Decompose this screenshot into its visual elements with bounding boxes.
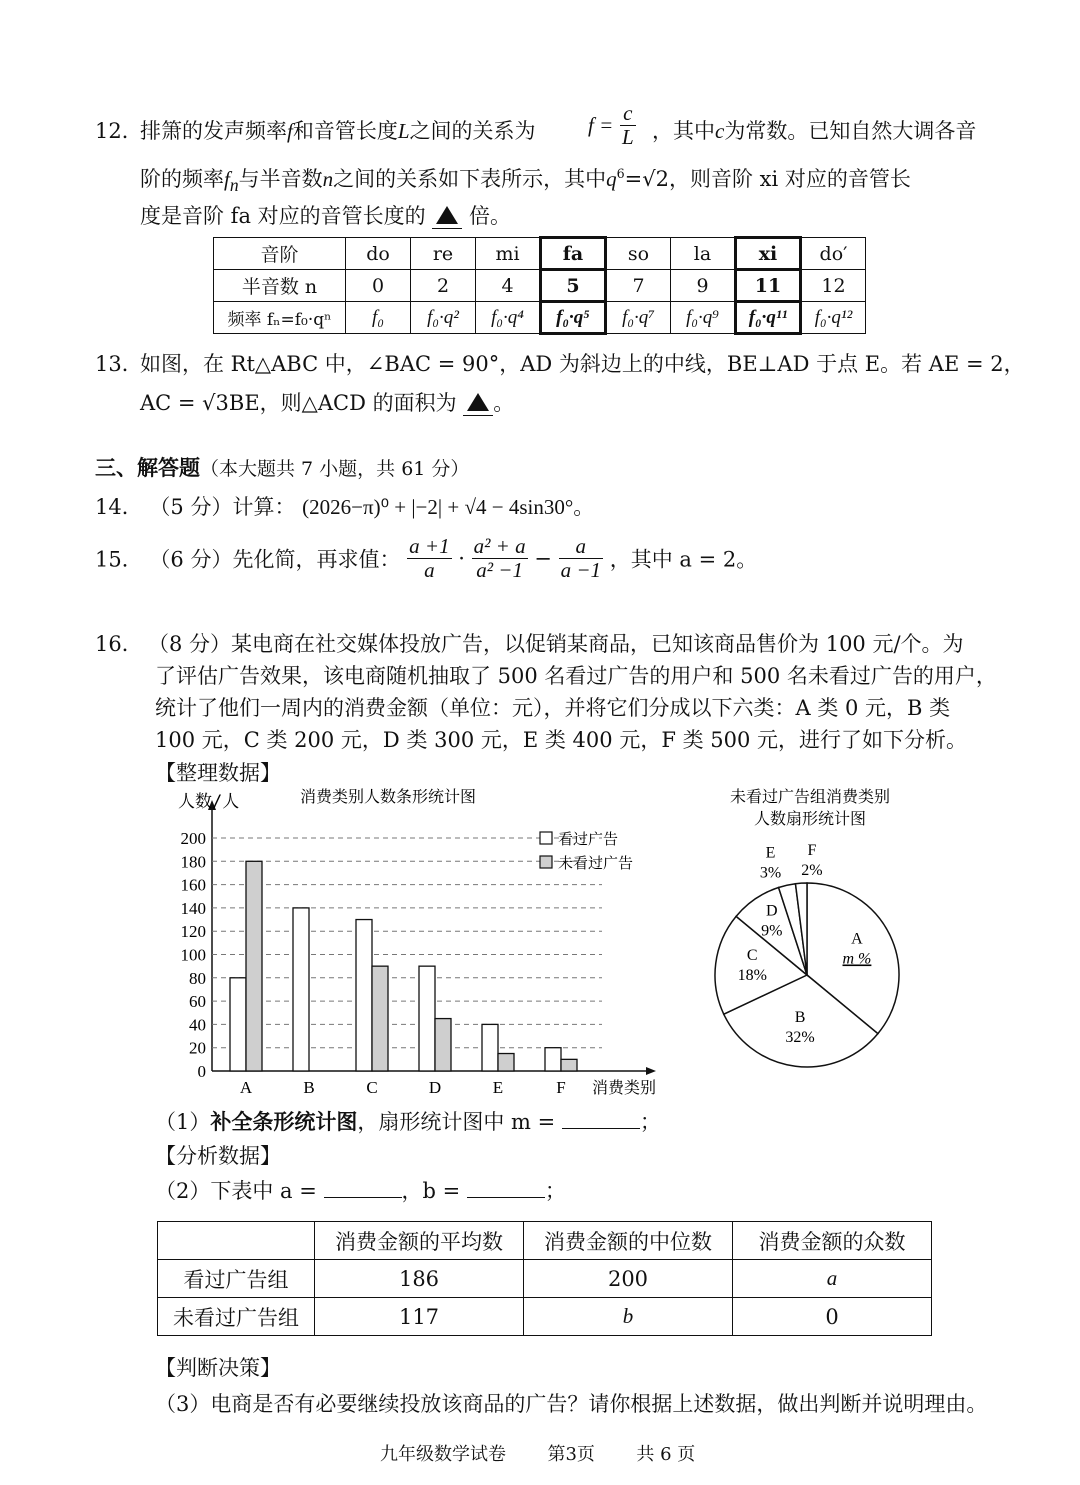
pie-slice-label: 9% [761, 922, 783, 940]
answer-blank-a [324, 1178, 402, 1198]
table-cell: fa [541, 238, 606, 270]
triangle-icon [467, 393, 489, 411]
q12-text: 之间的关系如下表所示，其中 [333, 167, 607, 191]
table-cell: f₀·q² [411, 302, 476, 334]
y-tick-label: 0 [197, 1062, 206, 1081]
q12-text: 为常数。已知自然大调各音 [724, 119, 977, 143]
table-row [214, 238, 866, 270]
var-L: L [397, 119, 410, 143]
q12-text: 和音管长度 [292, 119, 398, 143]
q12-text: ，则音阶 xi 对应的音管长 [668, 167, 911, 191]
denominator: L [621, 125, 634, 150]
y-tick-label: 140 [180, 898, 206, 918]
x-tick-label: B [303, 1078, 315, 1097]
bar [498, 1054, 514, 1071]
table-cell: f₀·q⁵ [541, 302, 606, 334]
table-row [214, 302, 866, 334]
y-tick-label: 100 [180, 945, 206, 965]
table-header: 消费金额的平均数 [315, 1222, 524, 1260]
section-heading: 三、解答题 [95, 455, 200, 480]
fraction-3 [559, 535, 603, 582]
q15-text: （6 分）先化简，再求值： [149, 547, 401, 572]
x-tick-label: F [556, 1078, 566, 1097]
superscript-6: 6 [616, 166, 625, 181]
table-cell: f₀·q⁹ [671, 302, 736, 334]
q13-text: AC = √3BE，则△ACD 的面积为 [140, 391, 457, 415]
q12-text: 度是音阶 fa 对应的音管长度的 [140, 204, 426, 228]
table-cell: do′ [801, 238, 866, 270]
numerator: a² + a [473, 534, 526, 558]
part2-text: （2）下表中 a = [155, 1179, 317, 1203]
q13-line1: 如图，在 Rt△ABC 中，∠BAC = 90°，AD 为斜边上的中线，BE⊥AD 于点 E。若 AE = 2， [140, 352, 1025, 376]
table-cell: f₀ [346, 302, 411, 334]
table-cell: f₀·q⁴ [476, 302, 541, 334]
pie-slice-name: E [765, 844, 776, 862]
pie-slice-label: 3% [759, 864, 782, 882]
y-axis-label: 人数/人 [178, 792, 240, 812]
footer-exam: 九年级数学试卷 [380, 1444, 506, 1465]
table-row [158, 1298, 932, 1336]
bar [482, 1024, 498, 1071]
q12-text: 倍。 [469, 204, 512, 228]
q14-expression: (2026−π)⁰ + |−2| + √4 − 4sin30° [302, 495, 574, 519]
table-cell: 11 [736, 270, 801, 302]
q15 [95, 535, 757, 582]
denominator: a² −1 [476, 558, 523, 583]
table-header [158, 1222, 315, 1260]
pie-slice-label: 32% [785, 1028, 815, 1046]
q15-number: 15． [95, 547, 143, 572]
x-axis-label: 消费类别 [592, 1078, 657, 1097]
bar [356, 920, 372, 1071]
denominator: a −1 [560, 558, 602, 583]
table-cell: so [606, 238, 671, 270]
table-header-row [158, 1222, 932, 1260]
numerator: c [620, 102, 636, 126]
x-tick-label: D [428, 1078, 442, 1097]
table-cell: do [346, 238, 411, 270]
subscript-n: n [229, 175, 239, 196]
var-c: c [715, 119, 725, 143]
section-title [95, 452, 469, 482]
part1-text: ，扇形统计图中 m = [357, 1110, 556, 1134]
part2-text: ，b = [401, 1179, 461, 1203]
table-cell: mi [476, 238, 541, 270]
y-tick-label: 60 [189, 992, 206, 1012]
footer [380, 1440, 695, 1466]
q12-line1-end [652, 115, 976, 145]
q14-number: 14． [95, 495, 143, 519]
table-header: 消费金额的中位数 [524, 1222, 733, 1260]
q15-text: ，其中 a = 2。 [609, 547, 758, 572]
legend-swatch [540, 832, 552, 844]
part1-bold-text: 补全条形统计图 [210, 1109, 358, 1134]
var-n: n [322, 167, 334, 191]
table-cell: 未看过广告组 [158, 1298, 315, 1336]
x-tick-label: C [366, 1078, 378, 1097]
section-note: （本大题共 7 小题，共 61 分） [200, 458, 470, 480]
q14-text: （5 分）计算： [149, 495, 296, 519]
table-cell: b [524, 1298, 733, 1336]
table-cell: 12 [801, 270, 866, 302]
x-axis-arrow [646, 1067, 656, 1075]
numerator: a +1 [409, 534, 450, 558]
y-tick-label: 40 [189, 1015, 206, 1035]
footer-page: 第3页 [547, 1444, 595, 1465]
fraction-2 [472, 535, 528, 582]
numerator: a [559, 535, 603, 559]
pie-slice-label: 18% [737, 967, 767, 985]
q12-line1 [140, 115, 536, 145]
table-cell: 半音数 n [214, 270, 346, 302]
section-organize-data: 【整理数据】 [155, 761, 281, 785]
q12-text: 之间的关系为 [409, 119, 536, 143]
q16-part3: （3）电商是否有必要继续投放该商品的广告？请你根据上述数据，做出判断并说明理由。 [155, 1392, 988, 1416]
q12-line2 [140, 163, 911, 196]
fraction-1 [407, 535, 451, 582]
bar [545, 1048, 561, 1071]
table-cell: xi [736, 238, 801, 270]
q13-number: 13． [95, 352, 143, 376]
triangle-icon [436, 206, 458, 224]
y-tick-label: 160 [180, 875, 206, 895]
table-header: 消费金额的众数 [733, 1222, 932, 1260]
table-cell: 186 [315, 1260, 524, 1298]
y-tick-label: 200 [180, 829, 206, 848]
bar [419, 966, 435, 1071]
q12-line3 [140, 200, 511, 230]
x-tick-label: A [239, 1078, 253, 1097]
table-cell: f₀·q¹² [801, 302, 866, 334]
pie-slice-name: D [766, 902, 778, 920]
pie-chart [690, 782, 930, 1082]
table-cell: f₀·q¹¹ [736, 302, 801, 334]
table-cell: 频率 fₙ=f₀·qⁿ [214, 302, 346, 334]
y-tick-label: 20 [189, 1038, 206, 1058]
var-fn: f [224, 167, 230, 191]
table-cell: 7 [606, 270, 671, 302]
q13-text: 。 [493, 391, 515, 415]
answer-blank [432, 204, 462, 229]
bar [293, 908, 309, 1071]
scale-table [213, 236, 866, 335]
q16-number: 16． [95, 632, 143, 656]
pie-slice-name: A [851, 930, 863, 948]
sqrt-2: =√2 [624, 167, 669, 191]
stats-table [157, 1221, 932, 1336]
pie-title-line2: 人数扇形统计图 [753, 809, 867, 828]
q12-text: 与半音数 [238, 167, 323, 191]
q14 [95, 491, 594, 521]
legend-label: 未看过广告 [558, 854, 634, 872]
section-analyze-data: 【分析数据】 [155, 1144, 281, 1168]
q13-line2 [140, 387, 514, 417]
pie-slice-name: F [807, 841, 817, 859]
q16-line4: 100 元，C 类 200 元，D 类 300 元，E 类 400 元，F 类 500 元，进行了如下分析。 [155, 728, 967, 752]
times-dot: · [458, 546, 465, 571]
q12-text: 排箫的发声频率 [140, 119, 287, 143]
q16-line3: 统计了他们一周内的消费金额（单位：元），并将它们分成以下六类：A 类 0 元，B 类 [155, 696, 951, 720]
footer-total: 共 6 页 [636, 1444, 696, 1465]
answer-blank-b [467, 1178, 545, 1198]
table-cell: re [411, 238, 476, 270]
part-label: （1） [155, 1110, 211, 1134]
q12-number: 12． [95, 119, 143, 143]
table-cell: 9 [671, 270, 736, 302]
y-tick-label: 80 [189, 968, 206, 988]
table-cell: f₀·q⁷ [606, 302, 671, 334]
var-q: q [606, 167, 617, 191]
answer-blank [463, 391, 493, 416]
minus-sign: − [534, 546, 552, 571]
table-cell: 看过广告组 [158, 1260, 315, 1298]
bar [246, 861, 262, 1071]
q12-formula [588, 102, 636, 149]
bar [561, 1059, 577, 1071]
table-cell: a [733, 1260, 932, 1298]
answer-blank-m [562, 1109, 640, 1129]
bar-chart [170, 782, 710, 1102]
bar [372, 966, 388, 1071]
table-cell: 4 [476, 270, 541, 302]
part1-text: ； [639, 1110, 661, 1134]
section-decision: 【判断决策】 [155, 1356, 281, 1380]
bar [230, 978, 246, 1071]
table-cell: 0 [346, 270, 411, 302]
x-tick-label: E [492, 1078, 504, 1097]
table-row [214, 270, 866, 302]
q14-text: 。 [573, 495, 595, 519]
table-row [158, 1260, 932, 1298]
q12-text: ，其中 [652, 119, 715, 143]
legend-swatch [540, 856, 552, 868]
pie-slice-label: 2% [801, 861, 823, 879]
pie-slice-name: B [794, 1008, 806, 1026]
table-cell: la [671, 238, 736, 270]
table-cell: 2 [411, 270, 476, 302]
pie-title-line1: 未看过广告组消费类别 [729, 787, 891, 806]
q16-line1: （8 分）某电商在社交媒体投放广告，以促销某商品，已知该商品售价为 100 元/个。为 [148, 632, 964, 656]
q12-text: 阶的频率 [140, 167, 224, 191]
table-cell: 0 [733, 1298, 932, 1336]
y-tick-label: 120 [180, 922, 206, 942]
formula-lhs: f = [588, 113, 614, 138]
table-cell: 音阶 [214, 238, 346, 270]
fraction-c-over-L [620, 102, 636, 149]
table-cell: 117 [315, 1298, 524, 1336]
q16-part2 [155, 1175, 566, 1205]
q16-part1 [155, 1106, 661, 1136]
legend-label: 看过广告 [558, 830, 619, 848]
bar [435, 1019, 451, 1071]
chart-title: 消费类别人数条形统计图 [300, 787, 477, 806]
table-cell: 200 [524, 1260, 733, 1298]
pie-slice-label: m % [842, 950, 872, 968]
var-f: f [287, 119, 293, 143]
denominator: a [424, 558, 435, 583]
q16-line2: 了评估广告效果，该电商随机抽取了 500 名看过广告的用户和 500 名未看过广告的用户， [155, 664, 997, 688]
part2-text: ； [544, 1179, 566, 1203]
y-tick-label: 180 [180, 852, 206, 872]
table-cell: 5 [541, 270, 606, 302]
pie-slice-name: C [746, 947, 758, 965]
